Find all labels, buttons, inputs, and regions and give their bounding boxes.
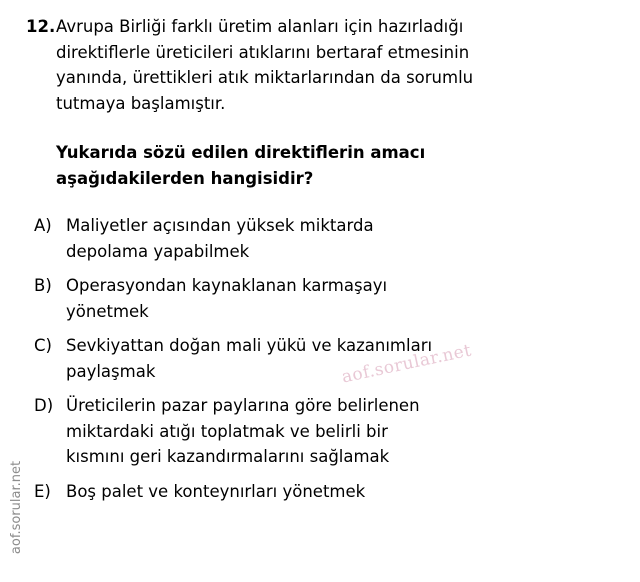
stem-ask-spacer — [56, 116, 618, 140]
option-line: depolama yapabilmek — [66, 241, 250, 261]
question-number: 12. — [26, 17, 56, 36]
option-letter: A) — [34, 216, 52, 235]
question-ask-line: aşağıdakilerden hangisidir? — [56, 168, 314, 188]
watermark-center: aof.sorular.net — [340, 340, 474, 388]
watermark-left: aof.sorular.net — [9, 460, 25, 555]
option-a[interactable] — [34, 213, 618, 264]
option-text — [66, 273, 393, 324]
option-text — [66, 213, 380, 264]
question-block — [22, 14, 618, 191]
option-d[interactable] — [34, 393, 618, 470]
option-letter: E) — [34, 481, 51, 501]
option-line: Üreticilerin pazar paylarına göre belirlenen — [66, 396, 420, 415]
option-line: paylaşmak — [66, 361, 156, 381]
option-letter: B) — [34, 276, 52, 295]
option-text — [66, 333, 438, 384]
option-text — [66, 479, 371, 505]
question-body — [56, 14, 618, 191]
question-stem-line: Avrupa Birliği farklı üretim alanları için hazırladığı — [56, 17, 464, 36]
ask-options-spacer — [22, 191, 618, 213]
option-line: Operasyondan kaynaklanan karmaşayı — [66, 276, 388, 295]
option-line: yönetmek — [66, 301, 149, 321]
question-stem-line: tutmaya başlamıştır. — [56, 93, 226, 113]
option-c[interactable] — [34, 333, 618, 384]
option-line: Sevkiyattan doğan mali yükü ve kazanımları — [66, 336, 433, 355]
option-text — [66, 393, 426, 470]
option-e[interactable] — [34, 479, 618, 505]
question-stem-line: yanında, ürettikleri atık miktarlarından da sorumlu — [56, 68, 474, 87]
question-ask-line: Yukarıda sözü edilen direktiflerin amacı — [56, 143, 426, 162]
option-b[interactable] — [34, 273, 618, 324]
option-line: miktardaki atığı toplatmak ve belirli bir — [66, 421, 388, 441]
question-stem-line: direktiflerle üreticileri atıklarını bertaraf etmesinin — [56, 42, 470, 62]
option-letter: C) — [34, 336, 52, 355]
option-line: kısmını geri kazandırmalarını sağlamak — [66, 447, 390, 466]
option-line: Boş palet ve konteynırları yönetmek — [66, 481, 366, 501]
options-list — [22, 213, 618, 504]
option-line: Maliyetler açısından yüksek miktarda — [66, 216, 374, 235]
option-letter: D) — [34, 396, 54, 415]
